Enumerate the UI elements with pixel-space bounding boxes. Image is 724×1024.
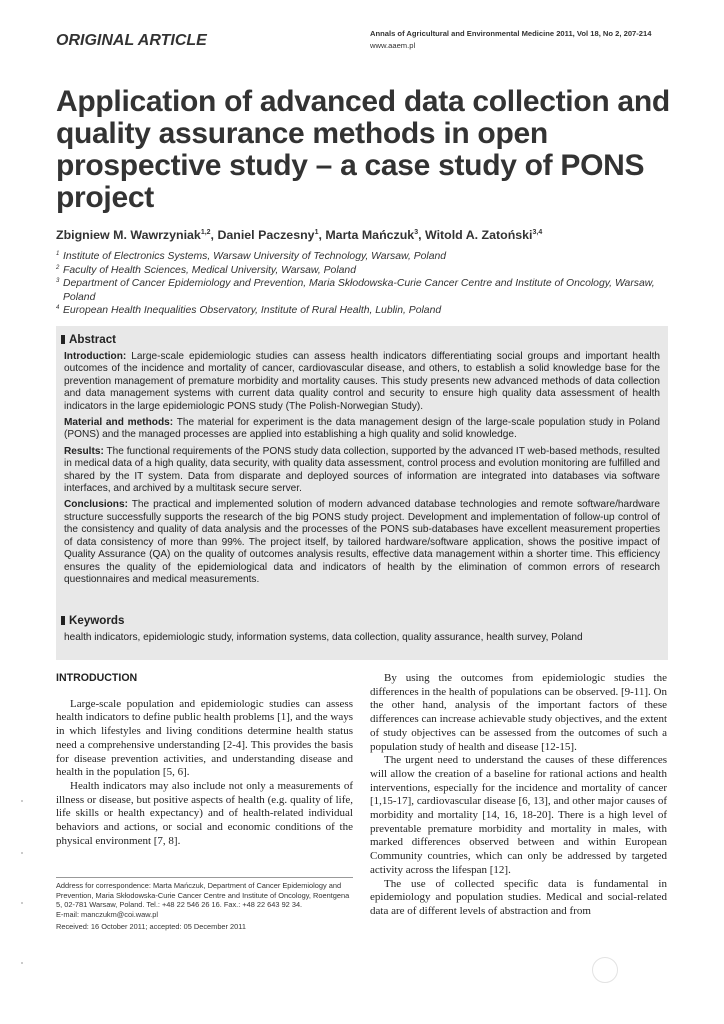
affiliation-item: 4 European Health Inequalities Observatory, Institute of Rural Health, Lublin, Poland: [56, 305, 442, 316]
author-affiliation-marker: 3,4: [532, 228, 543, 236]
margin-dot: [21, 962, 23, 964]
correspondence-address: Address for correspondence: Marta Mańczuk, Department of Cancer Epidemiology and Prevention, Maria Skłodowska-Curie Cancer Centre and Institute of Oncology, Roentgena 5, 02-781 Warsaw, Poland. Tel.: +48 22 546 26 16. Fax.: +48 22 643 92 34.: [56, 881, 350, 910]
author-name: Marta Mańczuk$^3$: [325, 228, 419, 242]
author-name: Daniel Paczesny$^1$: [217, 228, 319, 242]
article-type-label: ORIGINAL ARTICLE: [56, 32, 207, 49]
received-dates: Received: 16 October 2011; accepted: 05 December 2011: [56, 922, 246, 932]
author-affiliation-marker: 1,2: [200, 228, 211, 236]
right-paragraphs: [370, 672, 667, 919]
body-column-right: [370, 672, 667, 919]
margin-dot: [21, 852, 23, 854]
margin-dot: [21, 800, 23, 802]
journal-url[interactable]: www.aaem.pl: [370, 41, 416, 50]
abstract-section: Results: The functional requirements of the PONS study data collection, supported by the advanced IT web-based methods, resulted in medical data of a high quality, data security, with quality data assessment, control process and evolution monitoring are fulfilled and shared by the IT system. Data from disparate and deployed sources of information are integrated into databases via software interfaces, and archived by a multitask secure server.: [64, 445, 661, 495]
body-paragraph: The urgent need to understand the causes of these differences will allow the creation of a baseline for rational actions and health interventions, especially for the incidence and mortality of cancer [1,15-17], cardiovascular disease [6, 13], and other major causes of morbidity and mortality [14, 16, 18-20]. There is a high level of preventable premature morbidity and mortality in males, with marked differences observed between and within European Community countries, which can only be addressed by targeted activity across the lifespan [12].: [370, 754, 667, 876]
margin-dot: [21, 902, 23, 904]
abstract-section: Conclusions: The practical and implemented solution of modern advanced database technologies and remote software/hardware structure successfully supports the research of the big PONS study project. Development and implementation of follow-up control of the consistency and quality of data analysis and the processes of the PONS sub-databases have excellent measurement properties of data consistency of more than 99%. The project itself, by tailored hardware/software application, shows the positive impact of Quality Assurance (QA) on the quality of outcomes analysis results, effective data management within a shorter time. This efficiency ensures the quality of the epidemiological data and indicators of health by the elimination of common errors of research questionnaires and medical measurements.: [64, 499, 660, 585]
keywords-heading: Keywords: [61, 614, 124, 627]
abstract-box: [56, 326, 668, 660]
affiliation-item: 3 Department of Cancer Epidemiology and Prevention, Maria Skłodowska-Curie Cancer Centre and Institute of Oncology, Warsaw, Poland: [56, 278, 655, 303]
abstract-section: Material and methods: The material for experiment is the data management design of the large-scale population study in Poland (PONS) and the managed processes are applied into establishing a high quality and solid knowledge.: [64, 417, 660, 441]
affiliation-item: 1 Institute of Electronics Systems, Warsaw University of Technology, Warsaw, Poland: [56, 251, 447, 262]
abstract-section-label: Results:: [64, 445, 104, 457]
section-marker-icon: [61, 616, 65, 625]
author-name: Zbigniew M. Wawrzyniak$^{1,2}$: [56, 228, 211, 242]
correspondence-footnote: [56, 877, 353, 932]
abstract-section-label: Material and methods:: [64, 417, 174, 429]
correspondence-email[interactable]: E-mail: manczukm@coi.waw.pl: [56, 909, 158, 919]
abstract-section-label: Conclusions:: [64, 499, 128, 511]
body-paragraph: Health indicators may also include not only a measurements of illness or disease, but positive aspects of health (e.g. quality of life, life skills or health expectancy) and of health-related individual behaviors and actions, or social and economic conditions of the physical environment [7, 8].: [56, 779, 353, 847]
journal-header: [370, 28, 670, 52]
author-affiliation-marker: 3: [414, 228, 419, 236]
body-paragraph: Large-scale population and epidemiologic studies can assess health indicators to define public health problems [1], and the ways in which lifestyles and living conditions determine health status need a comprehensive understanding [2-4]. This provides the basis for disease prevention activities, and understanding disease and health in the population [5, 6].: [56, 697, 353, 779]
abstract-section: Introduction: Large-scale epidemiologic studies can assess health indicators differentiating social groups and important health outcomes of the incidence and mortality of cancer, cardiovascular disease, and others, to establish a solid knowledge base for the prevention management of premature morbidity and mortality causes. This study presents new advanced methods of data collection and data management systems with current data quality control and security to ensure high quality data assessment of health indicators in the large epidemiologic PONS study (The Polish-Norwegian Study).: [64, 351, 660, 412]
body-paragraph: The use of collected specific data is fundamental in epidemiology and population studies. Medical and social-related data are of different levels of abstraction and from: [370, 877, 667, 917]
body-paragraph: By using the outcomes from epidemiologic studies the differences in the health of populations can be observed. [9-11]. On the other hand, analysis of the important factors of these differences can increase achievable study objectives, and the extent of study objectives can be assessed from the outcomes of such a population study of health and disease [12-15].: [370, 672, 667, 753]
author-affiliation-marker: 1: [314, 228, 319, 236]
journal-citation: Annals of Agricultural and Environmental Medicine 2011, Vol 18, No 2, 207-214: [370, 29, 652, 38]
affiliation-item: 2 Faculty of Health Sciences, Medical University, Warsaw, Poland: [56, 264, 356, 276]
left-paragraphs: [56, 698, 353, 849]
section-title-introduction: INTRODUCTION: [56, 672, 138, 684]
body-column-left: [56, 672, 353, 848]
section-marker-icon: [61, 335, 65, 344]
keywords-text: health indicators, epidemiologic study, information systems, data collection, quality assurance, health survey, Poland: [64, 632, 583, 643]
affiliation-list: [56, 250, 671, 318]
article-title: Application of advanced data collection and quality assurance methods in open prospective study – a case study of PONS project: [56, 85, 670, 214]
abstract-section-label: Introduction:: [64, 351, 127, 362]
publisher-watermark-icon: [592, 957, 618, 983]
author-name: Witold A. Zatoński$^{3,4}$: [424, 228, 543, 242]
author-list: Zbigniew M. Wawrzyniak$^{1,2}$, Daniel Paczesny$^1$, Marta Mańczuk$^3$, Witold A. Zatoński$^{3,4}$: [56, 228, 543, 242]
abstract-body: [64, 351, 660, 590]
abstract-heading: Abstract: [61, 333, 116, 346]
